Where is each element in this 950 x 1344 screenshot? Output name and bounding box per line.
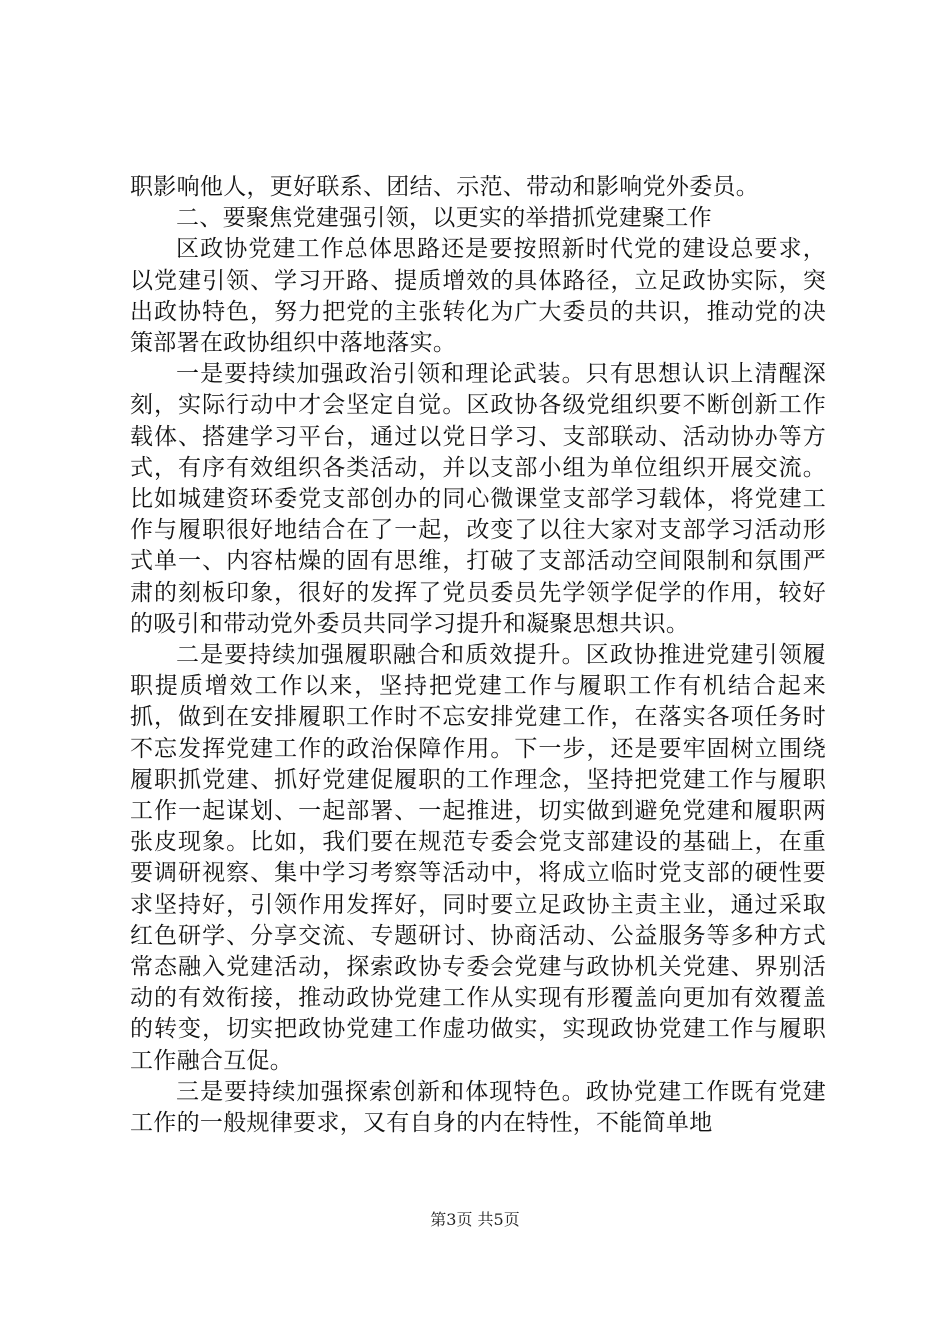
paragraph-4: 二是要持续加强履职融合和质效提升。区政协推进党建引领履职提质增效工作以来，坚持把党建工作与履职工作有机结合起来抓，做到在安排履职工作时不忘安排党建工作，在落实各项任务时不忘发挥党建工作的政治保障作用。下一步，还是要牢固树立围绕履职抓党建、抓好党建促履职的工作理念，坚持把党建工作与履职工作一起谋划、一起部署、一起推进，切实做到避免党建和履职两张皮现象。比如，我们要在规范专委会党支部建设的基础上，在重要调研视察、集中学习考察等活动中，将成立临时党支部的硬性要求坚持好，引领作用发挥好，同时要立足政协主责主业，通过采取红色研学、分享交流、专题研讨、协商活动、公益服务等多种方式常态融入党建活动，探索政协专委会党建与政协机关党建、界别活动的有效衔接，推动政协党建工作从实现有形覆盖向更加有效覆盖的转变，切实把政协党建工作虚功做实，实现政协党建工作与履职工作融合互促。 — [130, 642, 826, 1074]
paragraph-1: 职影响他人，更好联系、团结、示范、带动和影响党外委员。 — [130, 174, 760, 200]
page-number-footer: 第3页 共5页 — [430, 1210, 520, 1229]
paragraph-5: 三是要持续加强探索创新和体现特色。政协党建工作既有党建工作的一般规律要求，又有自身的内在特性，不能简单地 — [130, 1078, 826, 1137]
paragraph-3: 一是要持续加强政治引领和理论武装。只有思想认识上清醒深刻，实际行动中才会坚定自觉。区政协各级党组织要不断创新工作载体、搭建学习平台，通过以党日学习、支部联动、活动协办等方式，有序有效组织各类活动，并以支部小组为单位组织开展交流。比如城建资环委党支部创办的同心微课堂支部学习载体，将党建工作与履职很好地结合在了一起，改变了以往大家对支部学习活动形式单一、内容枯燥的固有思维，打破了支部活动空间限制和氛围严肃的刻板印象，很好的发挥了党员委员先学领学促学的作用，较好的吸引和带动党外委员共同学习提升和凝聚思想共识。 — [130, 361, 826, 637]
paragraph-2: 区政协党建工作总体思路还是要按照新时代党的建设总要求，以党建引领、学习开路、提质增效的具体路径，立足政协实际，突出政协特色，努力把党的主张转化为广大委员的共识，推动党的决策部署在政协组织中落地落实。 — [130, 236, 826, 357]
document-body — [130, 172, 826, 1139]
section-heading: 二、要聚焦党建强引领，以更实的举措抓党建聚工作 — [176, 205, 712, 232]
